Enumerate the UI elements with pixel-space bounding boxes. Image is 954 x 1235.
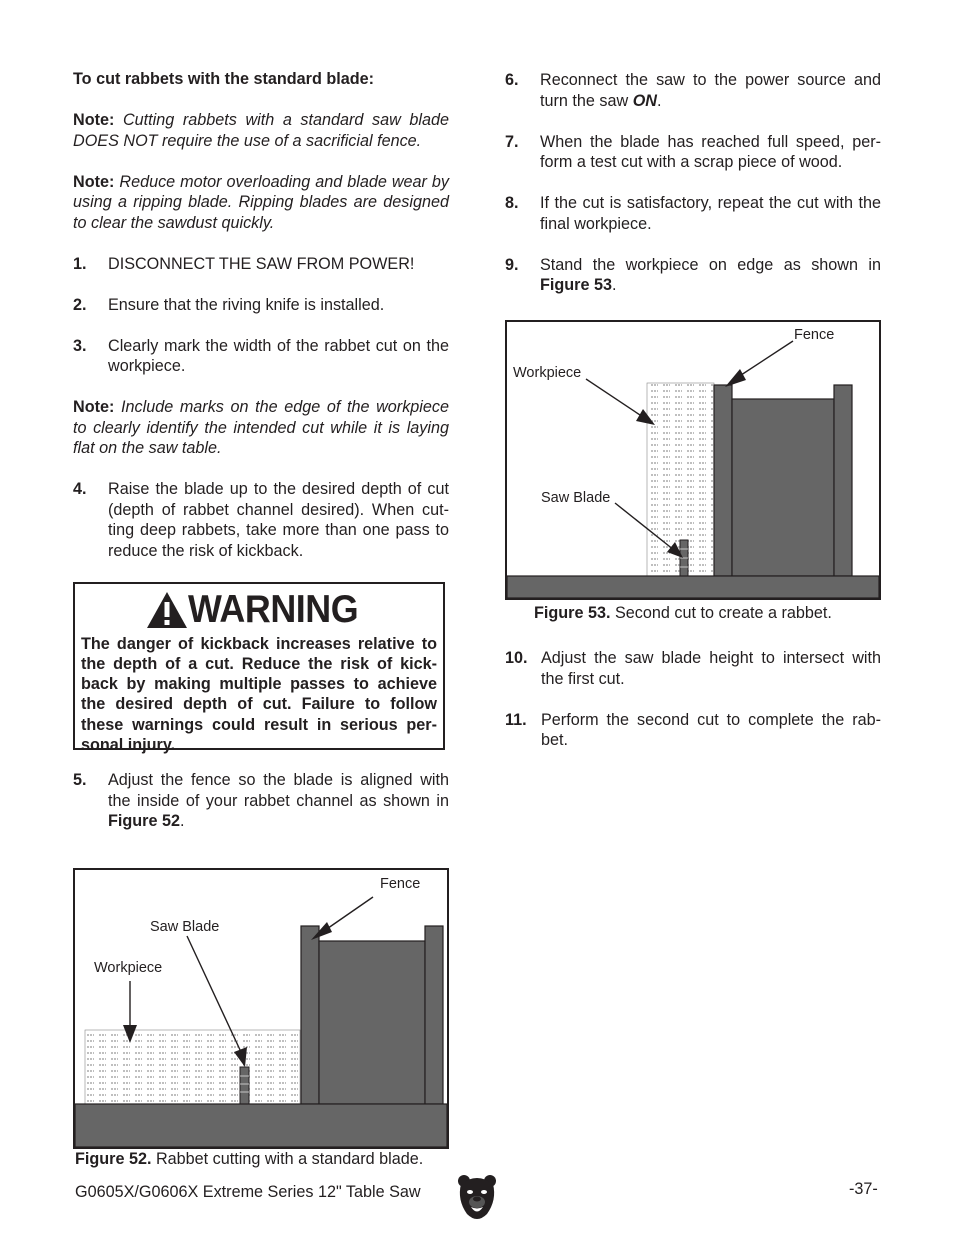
warning-header — [81, 588, 437, 632]
right-column — [505, 70, 881, 316]
step-3: 3. Clearly mark the width of the rabbet cut on the workpiece. — [73, 336, 449, 375]
note-step-3-marks: Note: Include marks on the edge of the workpiece to clearly identify the intended cut while it is laying flat on the saw table. — [73, 398, 449, 457]
saw-blade-shape — [680, 540, 688, 576]
step-9: 9. Stand the workpiece on edge as shown in Figure 53. — [505, 255, 881, 294]
figure-52-label-fence: Fence — [380, 876, 421, 892]
saw-blade-shape — [240, 1067, 249, 1104]
figure-52-label-saw-blade: Saw Blade — [150, 919, 220, 935]
step-11: 11. Perform the second cut to complete the rab-bet. — [505, 710, 881, 749]
warning-title: WARNING — [187, 587, 358, 631]
figure-53-diagram — [507, 322, 879, 598]
step-10: 10. Adjust the saw blade height to intersect with the first cut. — [505, 649, 881, 688]
right-column-lower — [505, 648, 881, 771]
figure-53-label-workpiece: Workpiece — [513, 365, 582, 381]
note-ripping-blade: Note: Reduce motor overloading and blade wear by using a ripping blade. Ripping blades are designed to clear the sawdust quickly. — [73, 172, 449, 232]
step-8: 8. If the cut is satisfactory, repeat the cut with the final workpiece. — [505, 194, 881, 233]
warning-box — [73, 582, 445, 754]
figure-52-caption: Figure 52. Rabbet cutting with a standard blade. — [75, 1150, 424, 1168]
figure-53-label-saw-blade: Saw Blade — [541, 490, 611, 506]
grizzly-bear-logo-icon — [457, 1172, 497, 1224]
step-6: 6. Reconnect the saw to the power source and turn the saw ON. — [505, 71, 881, 110]
left-column — [73, 69, 449, 852]
fence-arrow — [311, 897, 373, 940]
saw-table-shape — [507, 576, 879, 598]
step-1: 1. DISCONNECT THE SAW FROM POWER! — [73, 254, 415, 273]
step-2: 2. Ensure that the riving knife is installed. — [73, 295, 385, 314]
section-heading: To cut rabbets with the standard blade: — [73, 70, 374, 88]
page-number: -37- — [849, 1180, 878, 1198]
figure-53 — [505, 320, 881, 600]
step-5: 5. Adjust the fence so the blade is aligned with the inside of your rabbet channel as shown in Figure 52. — [73, 771, 449, 830]
fence-shape — [714, 385, 852, 576]
saw-table-shape — [75, 1104, 447, 1147]
figure-52-diagram — [75, 870, 447, 1147]
figure-53-caption: Figure 53. Second cut to create a rabbet. — [534, 604, 832, 622]
fence-shape — [301, 926, 443, 1104]
figure-52-label-workpiece: Workpiece — [94, 960, 163, 976]
workpiece-arrow — [586, 379, 655, 425]
fence-arrow — [725, 341, 793, 387]
warning-text: The danger of kickback increases relative to the depth of a cut. Reduce the risk of kick-back by making multiple passes to achieve the desired depth of cut. Failure to follow these warnings could result in serious per-sonal injury. — [81, 634, 437, 754]
note-sacrificial-fence: Note: Cutting rabbets with a standard saw blade DOES NOT require the use of a sacrificial fence. — [73, 111, 449, 150]
step-4: 4. Raise the blade up to the desired depth of cut (depth of rabbet channel desired). When cut-ting deep rabbets, take more than one pass to reduce the risk of kickback. — [73, 480, 449, 560]
figure-53-label-fence: Fence — [794, 327, 835, 343]
step-7: 7. When the blade has reached full speed, per-form a test cut with a scrap piece of wood. — [505, 132, 881, 171]
figure-52 — [73, 868, 449, 1149]
footer-model-title: G0605X/G0606X Extreme Series 12" Table Saw — [75, 1183, 421, 1201]
workpiece-shape — [85, 1030, 300, 1104]
warning-triangle-icon — [146, 591, 188, 629]
